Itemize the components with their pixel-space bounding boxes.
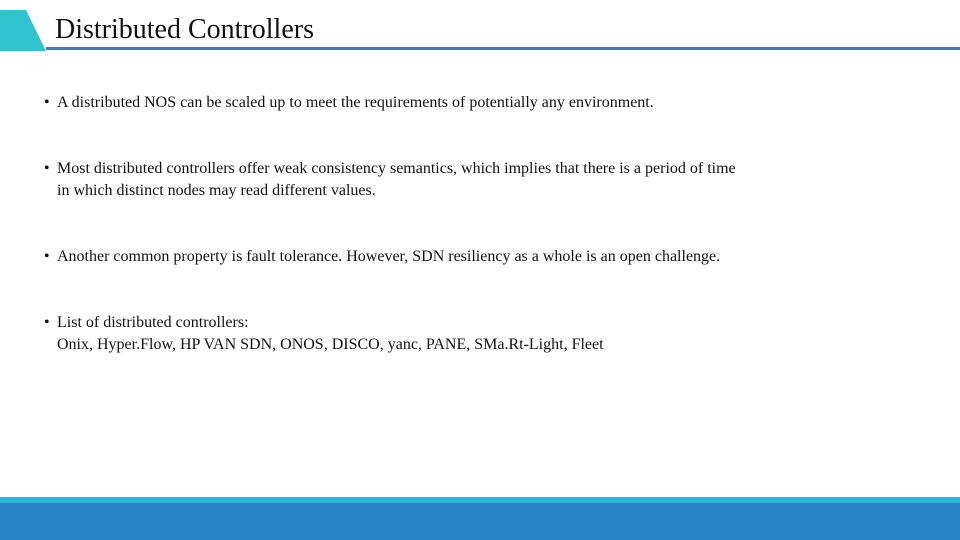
bullet-item — [44, 246, 904, 268]
bullet-item — [44, 92, 904, 114]
bullet-line: Another common property is fault tolerance. However, SDN resiliency as a whole is an open challenge. — [57, 248, 721, 265]
bullet-line: Onix, Hyper.Flow, HP VAN SDN, ONOS, DISCO, yanc, PANE, SMa.Rt-Light, Fleet — [57, 336, 604, 353]
bullet-dot: • — [44, 160, 50, 177]
bullet-text — [57, 158, 904, 202]
bullet-line: in which distinct nodes may read different values. — [57, 182, 376, 199]
bullet-text — [57, 92, 904, 114]
bullet-line: List of distributed controllers: — [57, 314, 249, 331]
bullet-line: Most distributed controllers offer weak consistency semantics, which implies that there is a period of time — [57, 160, 736, 177]
bullet-text — [57, 246, 904, 268]
bullet-dot: • — [44, 248, 50, 265]
bullet-dot: • — [44, 94, 50, 111]
footer-bar — [0, 503, 960, 540]
bullet-item — [44, 312, 904, 356]
bullet-line: A distributed NOS can be scaled up to meet the requirements of potentially any environment. — [57, 94, 654, 111]
bullet-item — [44, 158, 904, 202]
bullet-dot: • — [44, 314, 50, 331]
slide-title: Distributed Controllers — [55, 14, 314, 45]
bullet-text — [57, 312, 904, 356]
